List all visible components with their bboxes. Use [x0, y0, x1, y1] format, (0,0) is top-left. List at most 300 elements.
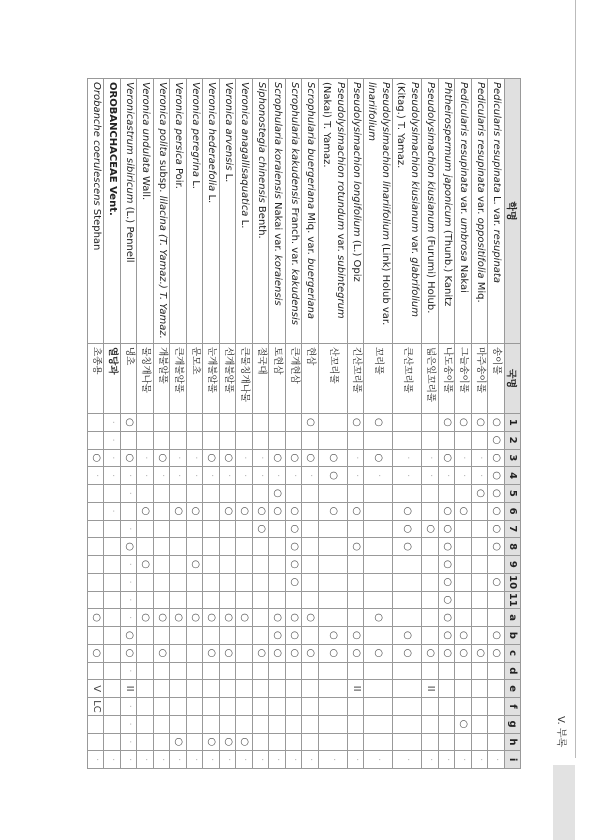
- korean-name: 큰개현삼: [286, 344, 303, 414]
- mark-cell-8: [253, 538, 270, 556]
- mark-cell-8: [269, 538, 286, 556]
- mark-cell-10: ○: [439, 573, 456, 591]
- mark-cell-c: ○: [203, 644, 220, 662]
- mark-cell-7: [472, 520, 489, 538]
- mark-cell-11: [488, 591, 505, 609]
- name-part: buergeriana: [305, 258, 317, 319]
- mark-cell-10: [154, 573, 171, 591]
- mark-cell-4: ·: [187, 467, 204, 485]
- mark-cell-a: ○: [439, 609, 456, 627]
- mark-cell-d: [286, 662, 303, 680]
- mark-cell-c: ○: [88, 644, 105, 662]
- mark-cell-a: ○: [137, 609, 154, 627]
- mark-cell-a: [488, 609, 505, 627]
- mark-cell-4: ·: [104, 467, 121, 485]
- mark-cell-1: ○: [472, 414, 489, 432]
- mark-cell-10: [137, 573, 154, 591]
- mark-cell-7: [187, 520, 204, 538]
- mark-cell-1: [88, 414, 105, 432]
- mark-cell-b: ○: [121, 627, 138, 645]
- name-part: var.: [458, 192, 470, 218]
- mark-cell-5: [455, 485, 472, 503]
- header-col-5: 5: [505, 485, 521, 503]
- mark-cell-1: ○: [302, 414, 319, 432]
- name-part: Nakai var.: [272, 198, 284, 255]
- table-row: [121, 79, 138, 769]
- mark-cell-d: [472, 662, 489, 680]
- name-part: oppositifolia: [474, 217, 486, 279]
- korean-name: 초종용: [88, 344, 105, 414]
- mark-cell-f: ·: [121, 698, 138, 716]
- mark-cell-3: ○: [319, 449, 348, 467]
- mark-cell-h: [302, 733, 319, 751]
- mark-cell-2: [203, 431, 220, 449]
- mark-cell-a: ○: [364, 609, 393, 627]
- mark-cell-i: ·: [393, 751, 422, 769]
- mark-cell-10: [269, 573, 286, 591]
- mark-cell-3: ·: [170, 449, 187, 467]
- table-row: [302, 79, 319, 769]
- mark-cell-2: [220, 431, 237, 449]
- mark-cell-2: [88, 431, 105, 449]
- mark-cell-9: ○: [187, 556, 204, 574]
- mark-cell-8: [203, 538, 220, 556]
- name-part: Vent.: [107, 182, 119, 216]
- mark-cell-11: [472, 591, 489, 609]
- table-row: [393, 79, 422, 769]
- mark-cell-8: [472, 538, 489, 556]
- name-part: resupinata: [491, 229, 503, 283]
- mark-cell-e: V: [88, 680, 105, 698]
- header-col-e: e: [505, 680, 521, 698]
- mark-cell-1: [319, 414, 348, 432]
- name-part: Pseudolysimachion kiusianum: [409, 82, 421, 233]
- mark-cell-e: [455, 680, 472, 698]
- table-row: [488, 79, 505, 769]
- scientific-name: [319, 79, 348, 344]
- mark-cell-b: [187, 627, 204, 645]
- mark-cell-g: [236, 715, 253, 733]
- name-part: Pseudolysimachion linariifolium: [380, 82, 392, 240]
- scientific-name: [439, 79, 456, 344]
- mark-cell-9: [236, 556, 253, 574]
- mark-cell-c: ○: [455, 644, 472, 662]
- mark-cell-f: [302, 698, 319, 716]
- korean-name: 현삼: [302, 344, 319, 414]
- mark-cell-4: ·: [88, 467, 105, 485]
- name-part: (Link) Holub var.: [380, 239, 392, 326]
- scientific-name: [348, 79, 365, 344]
- mark-cell-a: ○: [269, 609, 286, 627]
- mark-cell-9: ·: [121, 556, 138, 574]
- mark-cell-g: [220, 715, 237, 733]
- korean-name: 냉초: [121, 344, 138, 414]
- mark-cell-8: [422, 538, 439, 556]
- mark-cell-7: [319, 520, 348, 538]
- mark-cell-1: [137, 414, 154, 432]
- mark-cell-6: ○: [319, 502, 348, 520]
- mark-cell-2: [364, 431, 393, 449]
- mark-cell-i: ·: [488, 751, 505, 769]
- name-part: Phtheirospermum japonicum: [441, 82, 453, 227]
- mark-cell-8: [364, 538, 393, 556]
- name-part: subsp.: [156, 156, 168, 196]
- mark-cell-a: [393, 609, 422, 627]
- mark-cell-f: LC: [88, 698, 105, 716]
- mark-cell-1: ○: [348, 414, 365, 432]
- mark-cell-d: [319, 662, 348, 680]
- header-col-7: 7: [505, 520, 521, 538]
- mark-cell-i: ·: [88, 751, 105, 769]
- mark-cell-b: ○: [455, 627, 472, 645]
- mark-cell-6: [154, 502, 171, 520]
- mark-cell-f: [170, 698, 187, 716]
- mark-cell-9: [170, 556, 187, 574]
- mark-cell-5: [348, 485, 365, 503]
- name-part: koraiensis: [272, 254, 284, 306]
- mark-cell-g: [203, 715, 220, 733]
- mark-cell-c: ○: [154, 644, 171, 662]
- mark-cell-d: [220, 662, 237, 680]
- mark-cell-b: [302, 627, 319, 645]
- mark-cell-1: ○: [364, 414, 393, 432]
- mark-cell-c: ○: [472, 644, 489, 662]
- mark-cell-i: ·: [137, 751, 154, 769]
- mark-cell-8: [88, 538, 105, 556]
- mark-cell-g: [104, 715, 121, 733]
- mark-cell-9: ○: [439, 556, 456, 574]
- mark-cell-b: [236, 627, 253, 645]
- mark-cell-1: [422, 414, 439, 432]
- mark-cell-1: ○: [488, 414, 505, 432]
- scientific-name: [422, 79, 439, 344]
- mark-cell-h: [137, 733, 154, 751]
- mark-cell-b: ○: [393, 627, 422, 645]
- mark-cell-c: ○: [488, 644, 505, 662]
- mark-cell-g: ○: [455, 715, 472, 733]
- mark-cell-8: ○: [121, 538, 138, 556]
- family-row: [104, 79, 121, 769]
- korean-name: 개불알풀: [154, 344, 171, 414]
- mark-cell-e: II: [422, 680, 439, 698]
- mark-cell-11: [187, 591, 204, 609]
- mark-cell-11: [236, 591, 253, 609]
- mark-cell-7: [220, 520, 237, 538]
- mark-cell-d: [104, 662, 121, 680]
- mark-cell-2: ○: [488, 431, 505, 449]
- mark-cell-8: [137, 538, 154, 556]
- mark-cell-4: ·: [170, 467, 187, 485]
- name-part: Orobanche coerulescens: [90, 82, 102, 206]
- table-row: [422, 79, 439, 769]
- mark-cell-a: [472, 609, 489, 627]
- mark-cell-1: [286, 414, 303, 432]
- mark-cell-3: ○: [439, 449, 456, 467]
- table-row: [220, 79, 237, 769]
- mark-cell-5: [137, 485, 154, 503]
- mark-cell-d: [203, 662, 220, 680]
- mark-cell-4: ·: [253, 467, 270, 485]
- table-row: [319, 79, 348, 769]
- mark-cell-7: ○: [439, 520, 456, 538]
- mark-cell-a: ○: [88, 609, 105, 627]
- mark-cell-6: [302, 502, 319, 520]
- mark-cell-c: ○: [253, 644, 270, 662]
- mark-cell-e: [286, 680, 303, 698]
- mark-cell-a: ·: [121, 609, 138, 627]
- mark-cell-7: [88, 520, 105, 538]
- korean-name: 물칭개나물: [137, 344, 154, 414]
- mark-cell-10: [455, 573, 472, 591]
- mark-cell-9: [393, 556, 422, 574]
- mark-cell-11: [422, 591, 439, 609]
- mark-cell-10: [302, 573, 319, 591]
- mark-cell-5: [286, 485, 303, 503]
- mark-cell-8: ○: [439, 538, 456, 556]
- mark-cell-10: [472, 573, 489, 591]
- name-part: Veronica persica: [173, 82, 185, 165]
- mark-cell-e: [236, 680, 253, 698]
- name-part: Siphonostegia chinensis: [255, 82, 267, 203]
- mark-cell-b: [137, 627, 154, 645]
- mark-cell-3: ·: [236, 449, 253, 467]
- name-part: Pedicularis resupinata: [491, 82, 503, 193]
- mark-cell-8: [170, 538, 187, 556]
- mark-cell-2: [286, 431, 303, 449]
- mark-cell-2: [170, 431, 187, 449]
- mark-cell-c: ○: [393, 644, 422, 662]
- mark-cell-10: [319, 573, 348, 591]
- name-part: Scrophularia kakudensis: [288, 82, 300, 205]
- mark-cell-4: ·: [220, 467, 237, 485]
- mark-cell-a: ○: [170, 609, 187, 627]
- header-rule: [575, 0, 576, 758]
- mark-cell-3: ·: [104, 449, 121, 467]
- mark-cell-4: ·: [393, 467, 422, 485]
- mark-cell-f: [439, 698, 456, 716]
- mark-cell-9: [488, 556, 505, 574]
- name-part: Poir.: [173, 164, 185, 189]
- mark-cell-g: ·: [121, 715, 138, 733]
- mark-cell-6: ○: [269, 502, 286, 520]
- mark-cell-e: [364, 680, 393, 698]
- mark-cell-5: [220, 485, 237, 503]
- mark-cell-h: [286, 733, 303, 751]
- mark-cell-11: ○: [439, 591, 456, 609]
- korean-name: 나도송이풀: [439, 344, 456, 414]
- scientific-name: [220, 79, 237, 344]
- mark-cell-h: [472, 733, 489, 751]
- mark-cell-9: [319, 556, 348, 574]
- mark-cell-5: [253, 485, 270, 503]
- mark-cell-f: [154, 698, 171, 716]
- mark-cell-1: ○: [439, 414, 456, 432]
- mark-cell-9: [348, 556, 365, 574]
- mark-cell-9: [455, 556, 472, 574]
- mark-cell-d: ·: [121, 662, 138, 680]
- mark-cell-2: [393, 431, 422, 449]
- mark-cell-8: ○: [393, 538, 422, 556]
- header-scientific-name: 학명: [505, 79, 521, 344]
- mark-cell-9: [422, 556, 439, 574]
- name-part: (L.) Opiz: [350, 236, 362, 282]
- mark-cell-8: [302, 538, 319, 556]
- mark-cell-4: ·: [422, 467, 439, 485]
- mark-cell-i: ·: [472, 751, 489, 769]
- korean-name: 그늘송이풀: [455, 344, 472, 414]
- name-part: Veronica peregrina: [189, 82, 201, 178]
- mark-cell-3: ·: [253, 449, 270, 467]
- mark-cell-5: [88, 485, 105, 503]
- korean-name: 넓은잎꼬리풀: [422, 344, 439, 414]
- table-row: [187, 79, 204, 769]
- mark-cell-10: [253, 573, 270, 591]
- mark-cell-d: [302, 662, 319, 680]
- mark-cell-a: [253, 609, 270, 627]
- mark-cell-g: [286, 715, 303, 733]
- table-row: [137, 79, 154, 769]
- mark-cell-1: ○: [455, 414, 472, 432]
- mark-cell-h: [319, 733, 348, 751]
- mark-cell-h: ·: [121, 733, 138, 751]
- mark-cell-10: [170, 573, 187, 591]
- mark-cell-h: ○: [203, 733, 220, 751]
- mark-cell-4: ·: [137, 467, 154, 485]
- mark-cell-7: [170, 520, 187, 538]
- mark-cell-6: ○: [236, 502, 253, 520]
- table-row: [154, 79, 171, 769]
- mark-cell-a: ○: [302, 609, 319, 627]
- mark-cell-c: ○: [422, 644, 439, 662]
- mark-cell-10: [236, 573, 253, 591]
- mark-cell-8: ○: [348, 538, 365, 556]
- mark-cell-4: ·: [154, 467, 171, 485]
- mark-cell-2: [422, 431, 439, 449]
- mark-cell-2: [319, 431, 348, 449]
- mark-cell-i: ·: [121, 751, 138, 769]
- mark-cell-10: [187, 573, 204, 591]
- mark-cell-g: [488, 715, 505, 733]
- mark-cell-g: [422, 715, 439, 733]
- mark-cell-d: [439, 662, 456, 680]
- mark-cell-i: ·: [187, 751, 204, 769]
- mark-cell-a: ○: [203, 609, 220, 627]
- mark-cell-d: [170, 662, 187, 680]
- mark-cell-c: ○: [220, 644, 237, 662]
- mark-cell-1: [154, 414, 171, 432]
- header-col-2: 2: [505, 431, 521, 449]
- mark-cell-h: ○: [170, 733, 187, 751]
- mark-cell-7: ·: [121, 520, 138, 538]
- mark-cell-6: ○: [220, 502, 237, 520]
- name-part: Stephan: [90, 205, 102, 251]
- mark-cell-f: [488, 698, 505, 716]
- mark-cell-9: [302, 556, 319, 574]
- mark-cell-7: ○: [393, 520, 422, 538]
- mark-cell-a: [422, 609, 439, 627]
- mark-cell-2: [236, 431, 253, 449]
- mark-cell-3: ·: [455, 449, 472, 467]
- mark-cell-7: [455, 520, 472, 538]
- name-part: Pseudolysimachion longifolium: [350, 82, 362, 237]
- name-part: L. var.: [491, 192, 503, 230]
- table-row: [203, 79, 220, 769]
- name-part: (Nakai) T. Yamaz.: [321, 82, 332, 168]
- mark-cell-i: ·: [319, 751, 348, 769]
- mark-cell-11: [253, 591, 270, 609]
- name-part: Veronica anagallisaquatica: [239, 82, 251, 217]
- mark-cell-2: ·: [104, 431, 121, 449]
- mark-cell-f: [253, 698, 270, 716]
- mark-cell-11: [393, 591, 422, 609]
- mark-cell-11: [154, 591, 171, 609]
- scientific-name: [203, 79, 220, 344]
- name-part: kakudensis: [288, 268, 300, 325]
- name-part: Veronicastrum sibiricum: [123, 82, 135, 204]
- mark-cell-5: [203, 485, 220, 503]
- mark-cell-2: [472, 431, 489, 449]
- mark-cell-d: [137, 662, 154, 680]
- mark-cell-h: [488, 733, 505, 751]
- name-part: Veronica arvensis: [222, 82, 234, 171]
- mark-cell-e: [439, 680, 456, 698]
- mark-cell-f: [422, 698, 439, 716]
- mark-cell-d: [154, 662, 171, 680]
- mark-cell-11: ·: [121, 591, 138, 609]
- mark-cell-9: [203, 556, 220, 574]
- mark-cell-h: [393, 733, 422, 751]
- mark-cell-7: ○: [286, 520, 303, 538]
- mark-cell-5: [364, 485, 393, 503]
- mark-cell-4: ·: [121, 467, 138, 485]
- mark-cell-9: [104, 556, 121, 574]
- species-table: [87, 78, 521, 769]
- scientific-name: [286, 79, 303, 344]
- mark-cell-8: ○: [488, 538, 505, 556]
- scientific-name: [187, 79, 204, 344]
- mark-cell-i: ·: [439, 751, 456, 769]
- mark-cell-i: ·: [269, 751, 286, 769]
- mark-cell-f: [104, 698, 121, 716]
- mark-cell-2: [154, 431, 171, 449]
- mark-cell-9: [220, 556, 237, 574]
- mark-cell-e: [302, 680, 319, 698]
- mark-cell-3: ·: [393, 449, 422, 467]
- mark-cell-10: ○: [488, 573, 505, 591]
- header-col-3: 3: [505, 449, 521, 467]
- mark-cell-11: [170, 591, 187, 609]
- table-row: [364, 79, 393, 769]
- mark-cell-i: ·: [348, 751, 365, 769]
- mark-cell-f: [203, 698, 220, 716]
- korean-name: 긴산꼬리풀: [348, 344, 365, 414]
- table-row: [472, 79, 489, 769]
- mark-cell-1: ○: [121, 414, 138, 432]
- mark-cell-3: ○: [220, 449, 237, 467]
- mark-cell-e: [137, 680, 154, 698]
- mark-cell-f: [348, 698, 365, 716]
- mark-cell-11: [203, 591, 220, 609]
- mark-cell-2: [302, 431, 319, 449]
- mark-cell-i: ·: [236, 751, 253, 769]
- mark-cell-f: [236, 698, 253, 716]
- mark-cell-f: [269, 698, 286, 716]
- scientific-name: [393, 79, 422, 344]
- mark-cell-10: ○: [286, 573, 303, 591]
- name-part: (Thunb.) Kanitz: [441, 226, 453, 307]
- mark-cell-i: ·: [154, 751, 171, 769]
- mark-cell-6: ○: [187, 502, 204, 520]
